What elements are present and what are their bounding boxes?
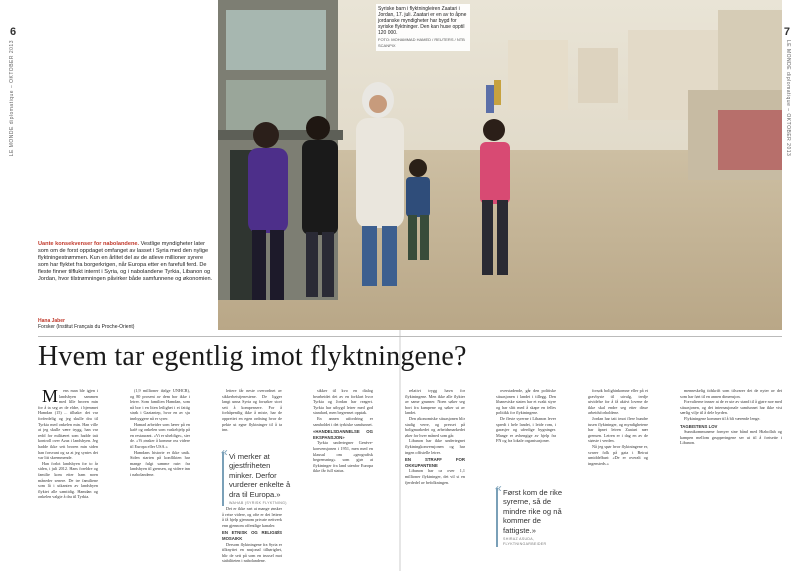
pullquote-source: WAHAB (SYRISK FLYKTNING) — [229, 501, 287, 506]
divider — [38, 336, 782, 337]
body-column-6-top — [496, 388, 556, 480]
pullquote-text: Først kom de rike syrerne, så de mindre rike og nå kommer de fattigste.» — [503, 488, 563, 535]
body-column-8 — [680, 388, 782, 566]
body-column-3-top — [222, 388, 282, 448]
column-paragraph: Dersom flyktningene fra Syria er tilknyttet en nasjonal tilhørighet, blir de sett på som en trussel mot stabiliteten i nabolandene. — [222, 541, 282, 564]
column-paragraph: Tyrkia undertegner Genève-konvensjonen i 1951, men med en klausul om «geografisk begrensning» som gjør at flyktninger fra land utenfor Europa ikke får full status. — [313, 440, 373, 474]
pullquote-2 — [495, 481, 565, 547]
photo-caption — [376, 4, 470, 51]
photo-caption-text: Syriske barn i flyktningleiren Zaatari i Jordan, 17. juli. Zaatari er en av to åpne jordanske myndigheter har bygd for syriske flyktninger. Den kan huse opptil 120 000. — [378, 6, 467, 36]
body-column-4 — [313, 388, 373, 566]
section-subheading: TAGBISTENS LOV — [680, 423, 718, 429]
column-paragraph: Libanon har ikke undertegnet flyktningkonvensjonen og har ingen offisielle leirer. — [405, 438, 465, 455]
body-column-1 — [38, 388, 98, 566]
column-paragraph: Det er ikke rart at mange ønsker å reise videre, og ofte er det lettere å få hjelp gjennom private nettverk enn gjennom offentlige kanaler. — [222, 506, 282, 528]
intro-kicker: Uante konsekvenser for nabolandene. — [38, 241, 140, 247]
pullquote-source: SHIRAZ ASUDA, FLYKTNINGARBEIDER — [503, 537, 547, 547]
column-paragraph: lettere får neste overordnet av sikkerhetstjenestene. De ligger langt unna Syria og forsøker stort sett å kompensere. For å forhåpentlig ikke å miste, har de opprettet en egen ordning hvor de pekte ut egne flyktninger til å ta inn. — [222, 388, 282, 433]
column-paragraph: (1,9 millioner ifølge UNHCR), og 80 prosent av dem bor ikke i leirer. Som familien Hamdan, som nå bor i en liten leilighet i et fattig strøk i Gaziantep, hvor en av sju innbyggere nå er syrer. — [130, 388, 190, 421]
headline: Hvem tar egentlig imot flyktningene? — [38, 341, 467, 372]
column-paragraph: Jordan har tatt imot flere hundre tusen flyktninger, og myndighetene har åpnet leiren Zaatari nær grensen. Leiren er i dag en av de største i verden. — [588, 415, 648, 444]
byline-name: Hana Jaber — [38, 318, 65, 324]
quote-mark-icon: « — [221, 445, 228, 459]
byline — [38, 318, 134, 331]
column-paragraph: sikker til kvo en dialog bearbeidet det av en forklart hvor Tyrkia og Jordan har reagert. Tyrkia har utbygd leirer med god standard, men begrenset opptak. — [313, 388, 373, 416]
quote-mark-icon: « — [495, 481, 502, 495]
column-paragraph: Sunnikommunene fornyer sine bånd med Hizbollah og kampen mellom grupperingene ser ut til å fortsette i Libanon. — [680, 429, 782, 446]
column-paragraph: Hamad arbeider som lærer på en kafé og onkelen som vaskehjelp på en restaurant. «Vi er uheldige», sier de. «Vi ønsker å komme oss videre til Europa eller USA.» — [130, 421, 190, 449]
intro-text — [38, 241, 214, 283]
body-column-2 — [130, 388, 190, 566]
column-paragraph: relativt trygg havn for flyktningene. Men ikke alle flykter av same grunner. Noen søker seg bort fra kampene og søker ut av landet. — [405, 388, 465, 416]
column-paragraph: Hamdans historie er ikke unik. Siden starten på konflikten har mange fulgt samme rute: fra landsbyen til grensen, og videre inn i nabolandene. — [130, 449, 190, 477]
photo-credit: FOTO: MOHAMMAD HAMED / REUTERS / NTB SCANPIX — [378, 37, 465, 48]
page-number-right: 7 — [783, 26, 790, 38]
drop-cap: M — [42, 388, 59, 406]
column-paragraph: Libanon har ca over 1,1 millioner flyktninger, det vil si en fjerdedel av befolkningen. — [405, 468, 465, 485]
column-paragraph: Han forlot landsbyen for to år siden, i juli 2012. Hans foreldre og familie kom etter ham noen måneder senere. De tre familiene som lå i utkanten av landsbyen flyktet alle samtidig. Hamdan og onkelen valgte å dra til Tyrkia. — [38, 460, 98, 500]
photo-illustration — [218, 0, 782, 330]
byline-role: Forsker (Institut Français du Proche-Orient) — [38, 324, 135, 331]
column-paragraph: Nå jeg spør hvor flyktningene er, svarer folk på gata i Beirut umiddelbart: «De er overalt og ingensteds.» — [588, 443, 648, 466]
refugee-camp-photo — [218, 0, 782, 330]
section-subheading: EN ETNISK OG RELIGIØS MOSAIKK — [222, 530, 282, 541]
column-paragraph: forsøk bolighinkomne eller på et gravbyste til utvalg, tredje utvidelse for å få aktivt lovene de ikke skal endre seg etter disse arbeidsforholdene. — [588, 388, 648, 416]
column-paragraph: Flyktningene kommer til å bli værende lenge. — [684, 415, 761, 421]
running-head-left: LE MONDE diplomatique – OKTOBER 2013 — [9, 40, 15, 157]
column-paragraph: ens man ble igjen i landsbyen sammen med lille broren min for å ta seg av de eldre, i hjemmet Hamdan (15) ... tilbake: det var forferdelig og jeg skulle dra til Tyrkia med onkelen min. Han ville at jeg skulle være trygg, han var redd for militæret som hadde tatt kontroll over Azaz i landsbyen. Jeg hadde ikke sett broren min siden han forsvant og sa at jeg syntes det var litt skremmende. — [38, 388, 98, 461]
intro-body: Vestlige myndigheter later som om de forst oppdaget omfanget av lasset i Syria med den nylige flyktningestrømmen. Kun en årlitet del av de atleve millioner syrere som har flyktet fra borgerkrigen, når Europa etter en farefull ferd. De fleste finner tilflukt internt i Syria, og i nabolandene Tyrkia, Libanon og Jordan, hvor tilstrømningen påvirker både samfunnene og økonomien. — [38, 241, 213, 282]
running-head-right: LE MONDE diplomatique – OKTOBER 2013 — [785, 40, 791, 157]
column-paragraph: Forvalterne innser at de er ute av stand til å gjøre noe med situasjonen, og det internasjonale samfunnet har ikke vist særlig vilje til å dele byrden. — [680, 399, 782, 416]
body-column-7 — [588, 388, 648, 566]
page-number-left: 6 — [10, 26, 17, 38]
section-subheading: «HANDELSDANNELSE OG EKSPANSJON» — [313, 429, 373, 440]
column-paragraph: En annen utfordring er samholdet i det tyrkiske samfunnet. — [313, 415, 373, 427]
column-paragraph: De fleste syrerne i Libanon lever spredt i hele landet, i leide rom, i garasjer og uferdige bygninger. Mange er avhengige av hjelp fra FN og fra lokale organisasjoner. — [496, 415, 556, 444]
body-column-5 — [405, 388, 465, 566]
column-paragraph: overstadende, går den politiske situasjonen i landet i tillegg. Den libanesiske staten har et svakt styre og har slitt med å skape en felles politikk for flyktningene. — [496, 388, 556, 416]
body-column-3-bottom — [222, 506, 282, 566]
section-subheading: EN STRAFF FOR OKKUPANTENE — [405, 457, 465, 468]
column-paragraph: menneskelig tidskrift som tilsvarer det de nyter av det som har ført til en annen dimensjon. — [680, 388, 782, 399]
pullquote-text: Vi merker at gjestfriheten minker. Derfor vurderer enkelte å dra til Europa.» — [229, 452, 291, 499]
column-paragraph: Den økonomiske situasjonen blir stadig verre, og presset på boligmarkedet og arbeidsmarkedet øker for hver måned som går. — [405, 415, 465, 438]
pullquote-1 — [221, 445, 291, 506]
